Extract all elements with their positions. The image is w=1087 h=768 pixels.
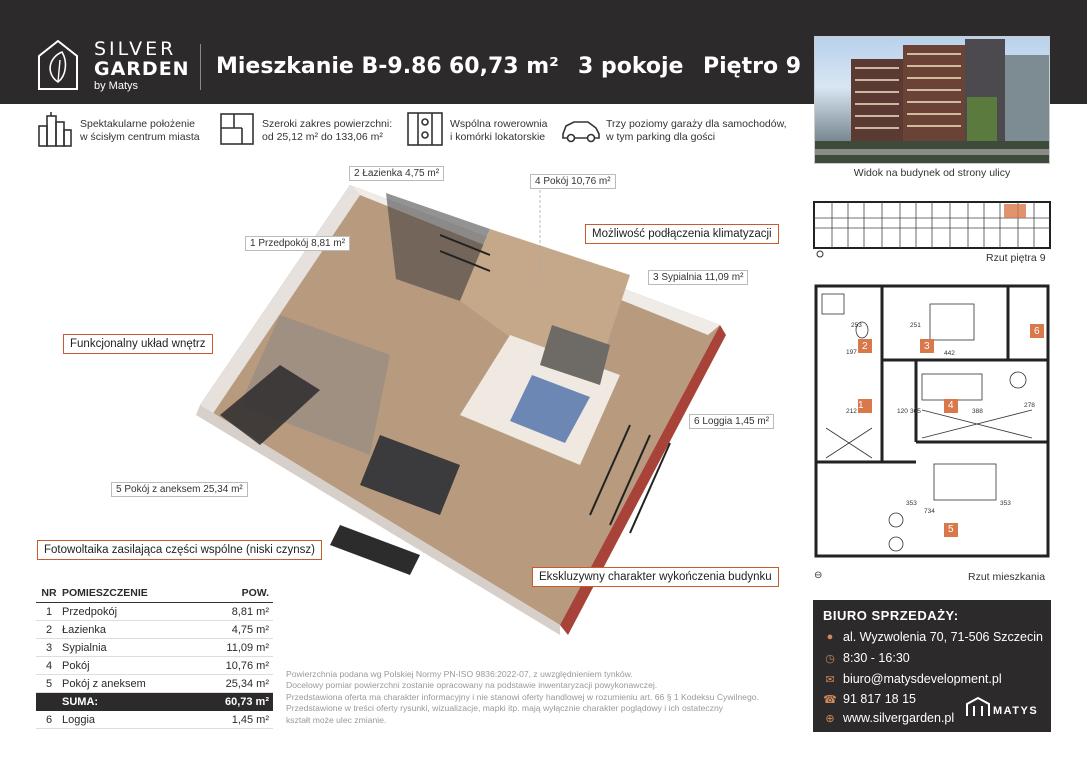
unit-rooms: 3 pokoje bbox=[578, 54, 684, 79]
photo-caption: Widok na budynek od strony ulicy bbox=[853, 167, 1011, 179]
table-row: 4 Pokój 10,76 m² bbox=[36, 657, 273, 675]
unit-area: 60,73 m² bbox=[449, 54, 559, 79]
plan-dim: 253 bbox=[851, 322, 862, 329]
envelope-icon: ✉ bbox=[825, 673, 835, 686]
room-label-hall: 1 Przedpokój 8,81 m² bbox=[245, 236, 350, 251]
unit-name: Mieszkanie B-9.86 bbox=[216, 54, 442, 79]
clock-icon: ◷ bbox=[825, 652, 835, 665]
plan-dim: 353 bbox=[906, 500, 917, 507]
room-label-bathroom: 2 Łazienka 4,75 m² bbox=[349, 166, 444, 181]
room-label-loggia: 6 Loggia 1,45 m² bbox=[689, 414, 774, 429]
table-header: NR POMIESZCZENIE POW. bbox=[36, 587, 273, 603]
callout-exclusive-finish: Ekskluzywny charakter wykończenia budynku bbox=[532, 567, 779, 587]
unit-plan-caption: Rzut mieszkania bbox=[968, 571, 1046, 583]
floor-plan-caption: Rzut piętra 9 bbox=[986, 252, 1046, 264]
plan-dim: 278 bbox=[1024, 402, 1035, 409]
office-title: BIURO SPRZEDAŻY: bbox=[823, 608, 959, 623]
brand-line-2: GARDEN bbox=[94, 58, 190, 80]
table-row: 5 Pokój z aneksem 25,34 m² bbox=[36, 675, 273, 693]
plan-number-5: 5 bbox=[948, 524, 954, 535]
phone-icon: ☎ bbox=[823, 693, 837, 706]
silver-garden-logo-icon bbox=[36, 38, 80, 92]
plan-dim: 251 bbox=[910, 322, 921, 329]
feature-garage: Trzy poziomy garaży dla samochodów, w tym parking dla gości bbox=[606, 118, 787, 143]
plan-number-1: 1 bbox=[858, 400, 864, 411]
plan-dim: 120 bbox=[897, 408, 908, 415]
car-icon bbox=[560, 110, 602, 148]
office-phone[interactable]: ☎ 91 817 18 15 bbox=[823, 692, 916, 706]
office-hours: ◷ 8:30 - 16:30 bbox=[823, 651, 910, 665]
room-label-room4: 4 Pokój 10,76 m² bbox=[530, 174, 616, 189]
plan-dim: 388 bbox=[972, 408, 983, 415]
table-row: 1 Przedpokój 8,81 m² bbox=[36, 603, 273, 621]
plan-number-6: 6 bbox=[1034, 326, 1040, 337]
callout-photovoltaics: Fotowoltaika zasilająca części wspólne (niski czynsz) bbox=[37, 540, 322, 560]
plan-number-4: 4 bbox=[948, 400, 954, 411]
building-illustration bbox=[815, 37, 1050, 164]
location-pin-icon: ● bbox=[826, 631, 834, 643]
plan-dim: 734 bbox=[924, 508, 935, 515]
building-photo bbox=[814, 36, 1050, 164]
plan-number-2: 2 bbox=[862, 341, 868, 352]
table-row: 2 Łazienka 4,75 m² bbox=[36, 621, 273, 639]
office-email[interactable]: ✉ biuro@matysdevelopment.pl bbox=[823, 672, 1002, 686]
globe-icon: ⊕ bbox=[825, 712, 835, 725]
feature-storage: Wspólna rowerownia i komórki lokatorskie bbox=[450, 118, 548, 143]
matys-logo-icon bbox=[965, 696, 991, 718]
feature-sizes: Szeroki zakres powierzchni: od 25,12 m² do 133,06 m² bbox=[262, 118, 393, 143]
plan-dim: 442 bbox=[944, 350, 955, 357]
plan-dim: 353 bbox=[1000, 500, 1011, 507]
floorplan-icon bbox=[218, 110, 256, 148]
header-divider bbox=[200, 44, 201, 90]
feature-location: Spektakularne położenie w ścisłym centrum miasta bbox=[80, 118, 200, 143]
brand-line-1: SILVER bbox=[94, 38, 177, 60]
unit-floor-plan bbox=[812, 282, 1052, 570]
callout-air-conditioning: Możliwość podłączenia klimatyzacji bbox=[585, 224, 779, 244]
north-arrow-icon: ⊖ bbox=[814, 570, 823, 581]
room-label-bedroom: 3 Sypialnia 11,09 m² bbox=[648, 270, 748, 285]
plan-dim: 212 bbox=[846, 408, 857, 415]
sales-office-box bbox=[813, 600, 1051, 732]
plan-number-3: 3 bbox=[924, 341, 930, 352]
office-address: ● al. Wyzwolenia 70, 71-506 Szczecin bbox=[823, 630, 1043, 644]
city-skyline-icon bbox=[36, 110, 74, 148]
storage-bike-icon bbox=[406, 110, 444, 148]
brand-line-3: by Matys bbox=[94, 80, 139, 92]
matys-logo: MATYS bbox=[965, 696, 1045, 722]
office-website[interactable]: ⊕ www.silvergarden.pl bbox=[823, 711, 954, 725]
disclaimer-text: Powierzchnia podana wg Polskiej Normy PN-ISO 9836:2022-07, z uwzględnieniem tynków. Docelowy pomiar powierzchni zostanie opracowany na podstawie inwentaryzacji powykonawczej. Przedstawiona oferta ma charakter informacyjny i nie stanowi oferty handlowej w rozumieniu art. 66 § 1 Kodeksu Cywilnego. Przedstawione w treści oferty rysunki, wizualizacje, mapki itp. mają wyłącznie charakter poglądowy i ich ostateczny kształt może ulec zmianie. bbox=[286, 669, 759, 725]
table-row: 3 Sypialnia 11,09 m² bbox=[36, 639, 273, 657]
table-row: 6 Loggia 1,45 m² bbox=[36, 711, 273, 729]
room-label-living: 5 Pokój z aneksem 25,34 m² bbox=[111, 482, 248, 497]
table-sum-row: SUMA: 60,73 m² bbox=[36, 693, 273, 711]
plan-dim: 305 bbox=[910, 408, 921, 415]
callout-functional-layout: Funkcjonalny układ wnętrz bbox=[63, 334, 213, 354]
room-table bbox=[36, 587, 273, 729]
floor-plan-thumbnail bbox=[812, 198, 1052, 258]
unit-floor: Piętro 9 bbox=[703, 54, 802, 79]
plan-dim: 197 bbox=[846, 349, 857, 356]
